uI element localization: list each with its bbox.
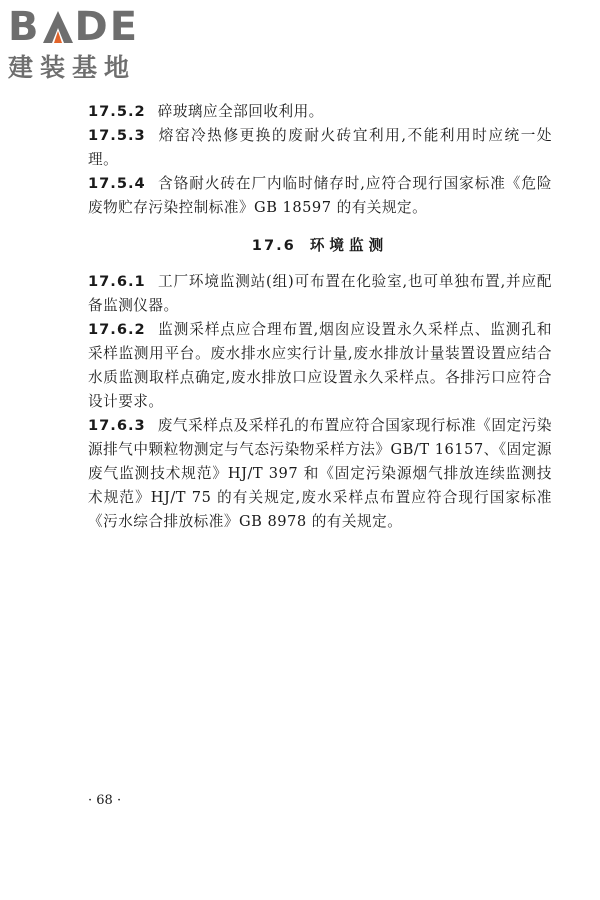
clause-number: 17.6.3	[88, 417, 146, 434]
clause-number: 17.6.1	[88, 273, 146, 290]
clause-number: 17.5.2	[88, 103, 146, 120]
clause-17-6-3	[88, 414, 552, 534]
clause-17-6-1	[88, 270, 552, 318]
clause-number: 17.5.4	[88, 175, 146, 192]
logo-letter-d: D	[74, 4, 110, 50]
clause-17-5-2	[88, 100, 552, 124]
clause-text: 工厂环境监测站(组)可布置在化验室,也可单独布置,并应配备监测仪器。	[88, 273, 552, 314]
clause-text: 含铬耐火砖在厂内临时储存时,应符合现行国家标准《危险废物贮存污染控制标准》GB 18597 的有关规定。	[88, 175, 552, 216]
logo-letter-a-triangle	[43, 11, 73, 43]
section-title: 环境监测	[309, 237, 389, 254]
clause-text: 废气采样点及采样孔的布置应符合国家现行标准《固定污染源排气中颗粒物测定与气态污染物采样方法》GB/T 16157、《固定源废气监测技术规范》HJ/T 397 和《固定污染源烟气排放连续监测技术规范》HJ/T 75 的有关规定,废水采样点布置应符合现行国家标准《污水综合排放标准》GB 8978 的有关规定。	[88, 417, 552, 530]
clause-number: 17.5.3	[88, 127, 146, 144]
clause-text: 碎玻璃应全部回收利用。	[157, 103, 324, 120]
clause-17-5-3	[88, 124, 552, 172]
clause-text: 熔窑冷热修更换的废耐火砖宜利用,不能利用时应统一处理。	[88, 127, 552, 168]
clause-17-6-2	[88, 318, 552, 414]
logo-letter-b: B	[8, 4, 41, 50]
clause-number: 17.6.2	[88, 321, 146, 338]
section-number: 17.6	[251, 237, 296, 254]
clause-17-5-4	[88, 172, 552, 220]
document-body	[88, 100, 552, 534]
clause-text: 监测采样点应合理布置,烟囱应设置永久采样点、监测孔和采样监测用平台。废水排水应实行计量,废水排放计量装置设置应结合水质监测取样点确定,废水排放口应设置永久采样点。各排污口应符合设计要求。	[88, 321, 552, 410]
logo-wordmark	[8, 6, 178, 48]
section-heading	[88, 234, 552, 258]
bade-logo	[8, 6, 178, 82]
logo-letter-e: E	[109, 4, 140, 50]
page-number: · 68 ·	[88, 793, 122, 808]
logo-subtitle: 建装基地	[8, 53, 137, 82]
